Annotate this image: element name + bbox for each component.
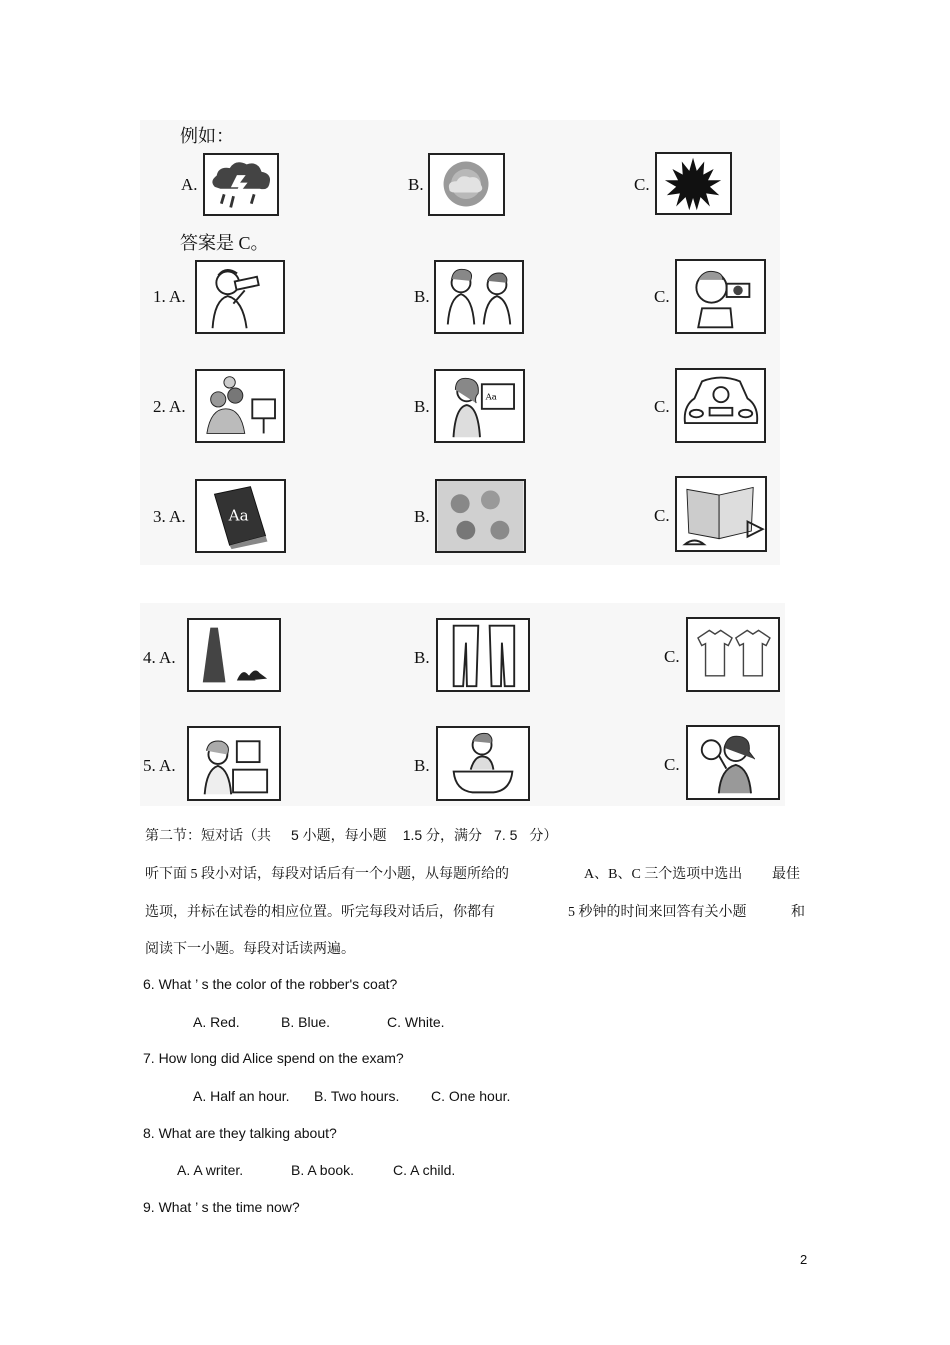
dictionary-book-icon	[195, 479, 286, 553]
q4-c-label: C.	[664, 647, 680, 666]
q8-option-a: A. A writer.	[177, 1162, 244, 1178]
q2-b-label: B.	[414, 397, 430, 416]
girl-washing-icon	[436, 726, 530, 801]
telescope-girl-icon	[195, 260, 285, 334]
q1-b-label: B.	[414, 287, 430, 306]
q7-option-c: C. One hour.	[431, 1088, 511, 1104]
q6-option-c: C. White.	[387, 1014, 445, 1030]
q6-option-a: A. Red.	[193, 1014, 240, 1030]
example-option-a-label: A.	[181, 175, 198, 194]
sun-icon	[655, 152, 732, 215]
family-tv-icon	[195, 369, 285, 443]
example-answer: 答案是 C。	[180, 233, 269, 253]
girl-ball-icon	[686, 725, 780, 800]
question-7: 7. How long did Alice spend on the exam?	[143, 1050, 404, 1066]
q1-a-label: 1. A.	[153, 287, 186, 306]
storm-cloud-icon	[203, 153, 279, 216]
dress-shoes-icon	[187, 618, 281, 692]
q6-option-b: B. Blue.	[281, 1014, 331, 1030]
q7-option-b: B. Two hours.	[314, 1088, 400, 1104]
section2-instruction-line1	[145, 863, 509, 883]
section2-title-part-4: 7. 5	[494, 827, 518, 843]
tshirts-icon	[686, 617, 780, 692]
q8-option-b: B. A book.	[291, 1162, 355, 1178]
q3-b-label: B.	[414, 507, 430, 526]
driver-car-icon	[675, 368, 766, 443]
question-6: 6. What ’ s the color of the robber's coat?	[143, 976, 398, 992]
section2-title-part-5: 分）	[529, 829, 558, 844]
example-heading: 例如：	[180, 126, 234, 146]
q5-b-label: B.	[414, 756, 430, 775]
q5-c-label: C.	[664, 755, 680, 774]
dictionary-book-text: Aa	[228, 506, 249, 525]
section2-title-part-1: 第二节：短对话（共	[145, 829, 271, 844]
section2-title	[145, 825, 557, 845]
q7-option-a: A. Half an hour.	[193, 1088, 290, 1104]
q3-c-label: C.	[654, 506, 670, 525]
section2-title-part-2: 5 小题，每小题	[291, 827, 387, 843]
group-photo-icon	[435, 479, 526, 553]
q5-a-label: 5. A.	[143, 756, 176, 775]
instr1-part-3: 最佳	[772, 867, 800, 882]
q3-a-label: 3. A.	[153, 507, 186, 526]
section2-instruction-line3: 阅读下一小题。每段对话读两遍。	[145, 942, 355, 957]
example-option-b-label: B.	[408, 175, 424, 194]
q8-option-c: C. A child.	[393, 1162, 456, 1178]
teacher-board-icon	[434, 369, 525, 443]
q2-c-label: C.	[654, 397, 670, 416]
jeans-icon	[436, 618, 530, 692]
question-8: 8. What are they talking about?	[143, 1125, 337, 1141]
q4-a-label: 4. A.	[143, 648, 176, 667]
section2-title-part-3: 1.5 分，满分	[402, 827, 483, 843]
woman-computer-icon	[187, 726, 281, 801]
instr2-part-3: 和	[791, 905, 805, 920]
q2-a-label: 2. A.	[153, 397, 186, 416]
question-9: 9. What ’ s the time now?	[143, 1199, 300, 1215]
example-option-c-label: C.	[634, 175, 650, 194]
instr1-part-2: A、B、C 三个选项中选出	[584, 867, 743, 882]
svg-text:Aa: Aa	[485, 392, 497, 403]
instr1-part-1: 听下面 5 段小对话，每段对话后有一个小题，从每题所给的	[145, 867, 509, 882]
instr2-part-2: 5 秒钟的时间来回答有关小题	[568, 905, 747, 920]
two-children-icon	[434, 260, 524, 334]
q1-c-label: C.	[654, 287, 670, 306]
open-book-icon	[675, 476, 767, 552]
page-number: 2	[800, 1252, 808, 1267]
cloudy-icon	[428, 153, 505, 216]
instr2-part-1: 选项，并标在试卷的相应位置。听完每段对话后，你都有	[145, 905, 495, 920]
boy-camera-icon	[675, 259, 766, 334]
q4-b-label: B.	[414, 648, 430, 667]
